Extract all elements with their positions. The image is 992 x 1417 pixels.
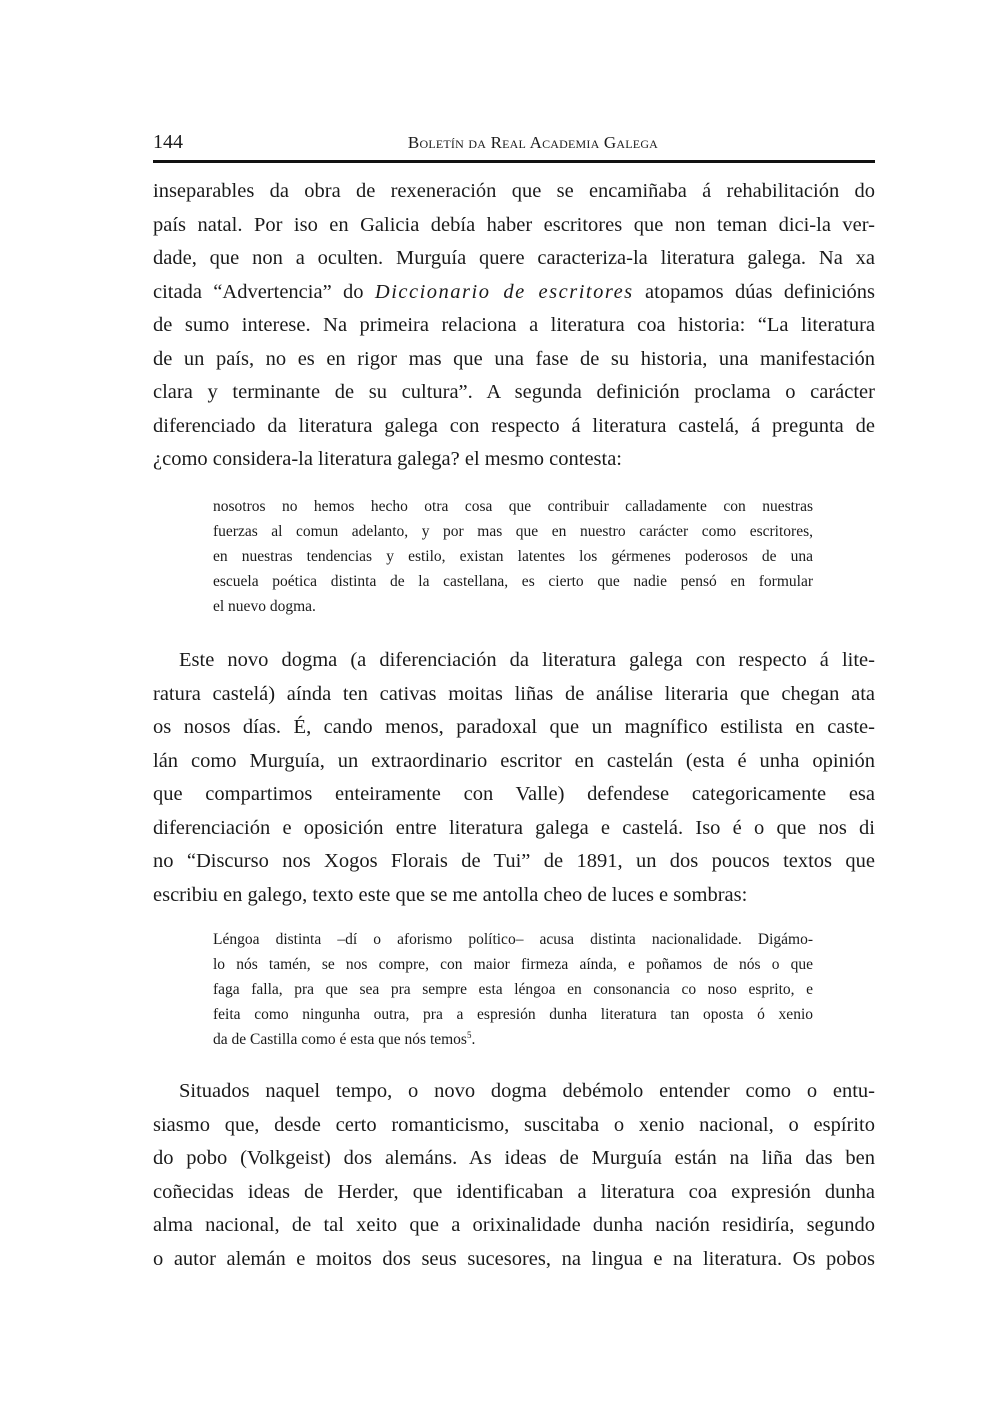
paragraph-2 [153, 644, 875, 912]
block-quote-2 [213, 927, 813, 1052]
page-number: 144 [153, 131, 183, 153]
text-line: os nosos días. É, cando menos, paradoxal que un magnífico estilista en caste- [153, 716, 875, 738]
text-line: coñecidas ideas de Herder, que identificaban a literatura coa expresión dunha [153, 1180, 875, 1203]
text-line: Este novo dogma (a diferenciación da literatura galega con respecto á lite- [179, 649, 875, 671]
quote-line: nosotros no hemos hecho otra cosa que contribuir calladamente con nuestras [213, 498, 813, 515]
text-line [153, 276, 875, 310]
text-line: inseparables da obra de rexeneración que se encamiñaba á rehabilitación do [153, 180, 875, 202]
text-line: Situados naquel tempo, o novo dogma debémolo entender como o entu- [179, 1080, 875, 1102]
text-segment: citada “Advertencia” do [153, 280, 375, 303]
text-line: alma nacional, de tal xeito que a orixinalidade dunha nación residiría, segundo [153, 1214, 875, 1236]
running-title: Boletín da Real Academia Galega [407, 133, 659, 152]
text-segment: . [471, 1031, 476, 1048]
quote-line: escuela poética distinta de la castellana, es cierto que nadie pensó en formular [213, 573, 813, 590]
text-line: diferenciado da literatura galega con respecto á literatura castelá, á pregunta de [153, 414, 875, 437]
footnote-marker[interactable]: 5 [466, 1029, 472, 1040]
quote-line: feita como ningunha outra, pra a espresión dunha literatura tan oposta ó xenio [213, 1006, 813, 1023]
text-line: que compartimos enteiramente con Valle) defendese categoricamente esa [153, 783, 875, 805]
book-title: Diccionario de escritores [374, 280, 634, 303]
text-line: do pobo (Volkgeist) dos alemáns. As ideas de Murguía están na liña das ben [153, 1147, 875, 1169]
paragraph-1 [153, 175, 875, 477]
text-line: diferenciación e oposición entre literatura galega e castelá. Iso é o que nos di [153, 816, 875, 839]
quote-line: en nuestras tendencias y estilo, existan latentes los gérmenes poderosos de una [213, 548, 813, 565]
text-line: ratura castelá) aínda ten cativas moitas liñas de análise literaria que chegan ata [153, 682, 875, 705]
text-line: de sumo interese. Na primeira relaciona a literatura coa historia: “La literatura [153, 314, 875, 336]
quote-line: faga falla, pra que sea pra sempre esta léngoa en consonancia co noso esprito, e [213, 981, 813, 998]
text-segment: da de Castilla como é esta que nós temos [213, 1031, 467, 1048]
text-line: escribiu en galego, texto este que se me antolla cheo de luces e sombras: [153, 883, 748, 906]
quote-line: el nuevo dogma. [213, 598, 316, 615]
block-quote-1 [213, 494, 813, 619]
text-segment: atopamos dúas definicións [633, 280, 875, 303]
text-line: siasmo que, desde certo romanticismo, suscitaba o xenio nacional, o espírito [153, 1113, 875, 1136]
quote-line [213, 1027, 813, 1052]
text-line: de un país, no es en rigor mas que una fase de su historia, una manifestación [153, 347, 875, 370]
text-line: lán como Murguía, un extraordinario escritor en castelán (esta é unha opinión [153, 749, 875, 772]
text-line: no “Discurso nos Xogos Florais de Tui” de 1891, un dos poucos textos que [153, 850, 875, 872]
text-line: o autor alemán e moitos dos seus sucesores, na lingua e na literatura. Os pobos [153, 1247, 875, 1270]
text-line: dade, que non a oculten. Murguía quere caracteriza-la literatura galega. Na xa [153, 247, 875, 269]
quote-line: lo nós tamén, se nos compre, con maior firmeza aínda, e poñamos de nós o que [213, 956, 813, 973]
header-rule [153, 160, 875, 163]
text-line: país natal. Por iso en Galicia debía haber escritores que non teman dici-la ver- [153, 213, 875, 236]
paragraph-3 [153, 1075, 875, 1276]
quote-line: Léngoa distinta –dí o aforismo político– acusa distinta nacionalidade. Digámo- [213, 931, 813, 948]
text-line: clara y terminante de su cultura”. A segunda definición proclama o carácter [153, 381, 875, 403]
text-line: ¿como considera-la literatura galega? el mesmo contesta: [153, 448, 623, 470]
quote-line: fuerzas al comun adelanto, y por mas que en nuestro carácter como escritores, [213, 523, 813, 540]
